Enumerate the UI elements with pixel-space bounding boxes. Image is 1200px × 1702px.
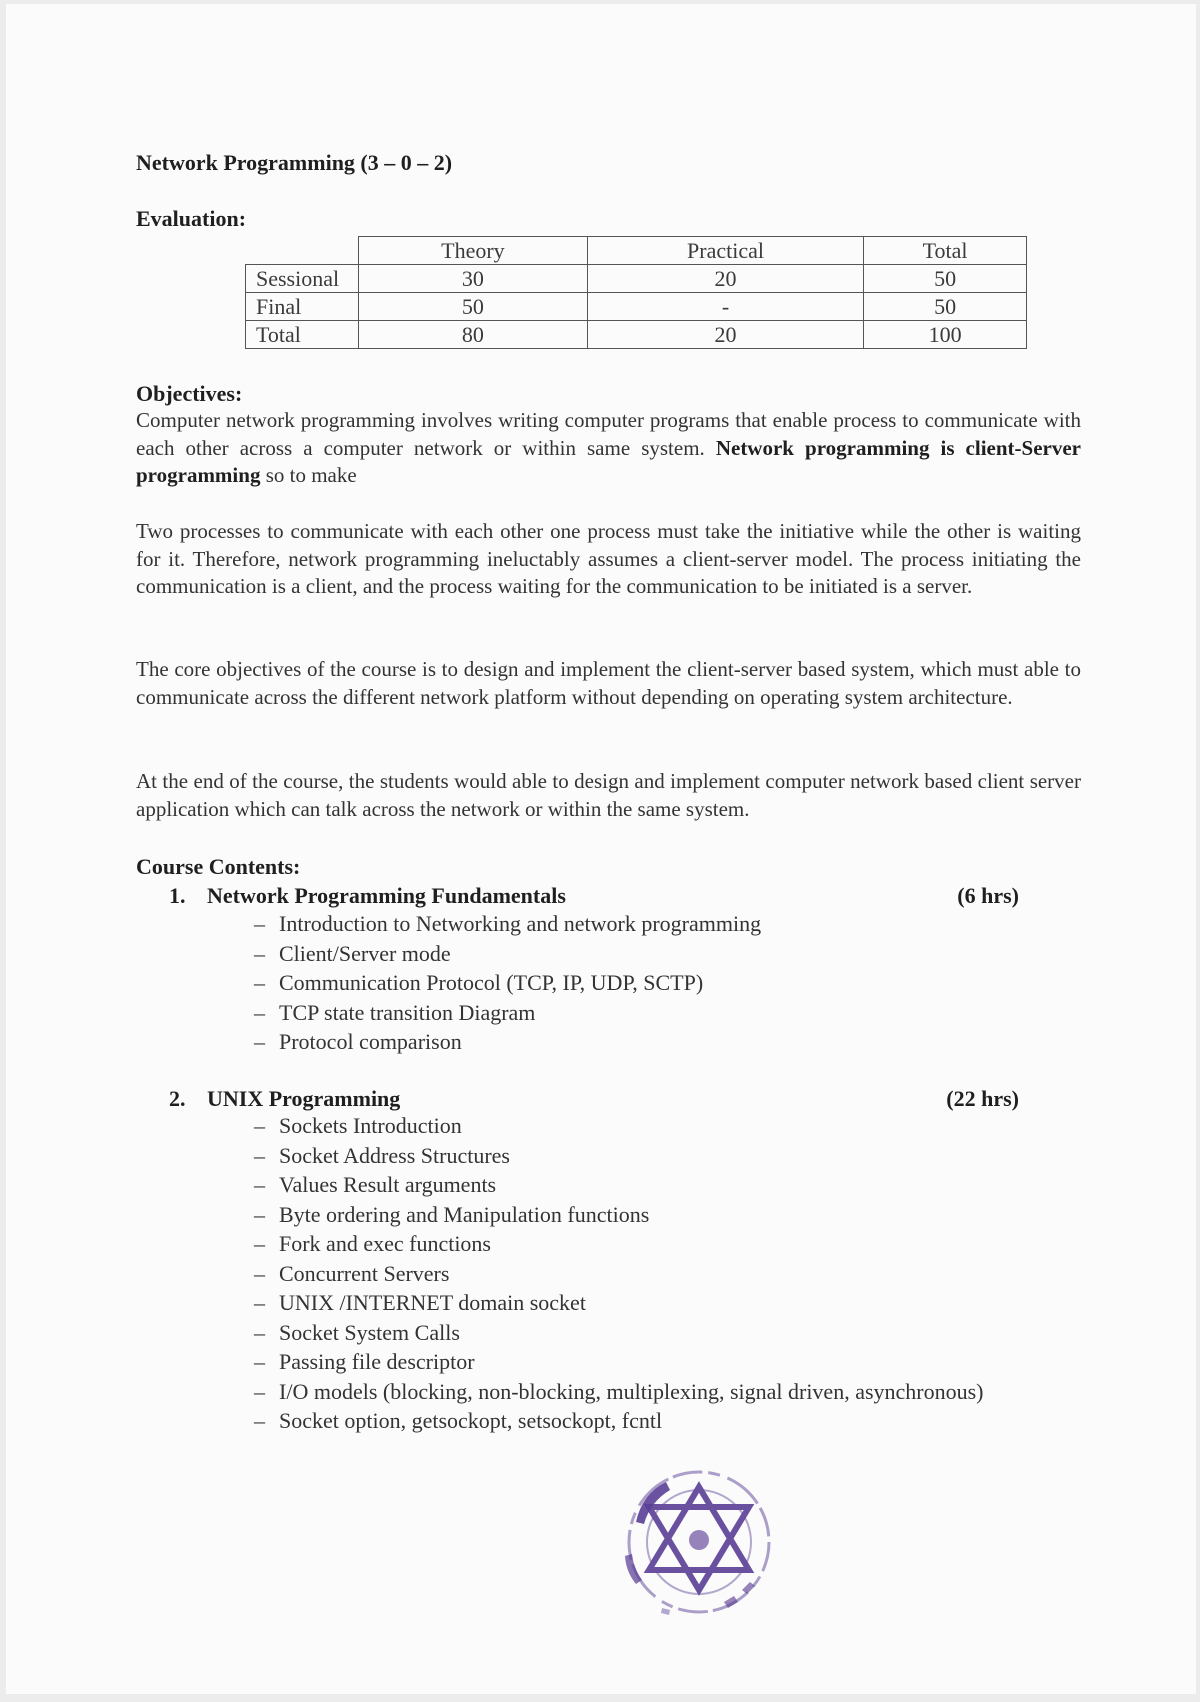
section-hours: (6 hrs) bbox=[957, 883, 1019, 908]
document-page bbox=[6, 4, 1196, 1694]
list-dash: – bbox=[254, 970, 265, 995]
section-title: UNIX Programming bbox=[207, 1086, 401, 1111]
topic-text: Communication Protocol (TCP, IP, UDP, SCTP) bbox=[279, 970, 704, 995]
section-title: Network Programming Fundamentals bbox=[207, 883, 566, 908]
table-row bbox=[246, 265, 1027, 293]
section-number: 1. bbox=[169, 883, 186, 908]
table-cell: 50 bbox=[864, 265, 1027, 293]
objectives-heading: Objectives: bbox=[136, 381, 243, 406]
list-dash: – bbox=[254, 1172, 265, 1197]
list-item bbox=[254, 1347, 984, 1377]
list-item bbox=[254, 1200, 984, 1230]
list-dash: – bbox=[254, 1201, 265, 1227]
table-row bbox=[246, 293, 1027, 321]
paragraph-text: Computer network programming involves writing computer programs that enable process to communicate with each other across a computer network or within same system. bbox=[136, 408, 1081, 460]
objectives-paragraph-1 bbox=[136, 407, 1081, 490]
topic-text: Byte ordering and Manipulation functions bbox=[279, 1201, 650, 1227]
list-dash: – bbox=[254, 1260, 265, 1286]
topic-text: Values Result arguments bbox=[279, 1172, 497, 1197]
topic-text: Introduction to Networking and network programming bbox=[279, 911, 762, 936]
list-item bbox=[254, 1141, 984, 1171]
table-corner-cell bbox=[246, 237, 359, 265]
list-dash: – bbox=[254, 1408, 265, 1433]
table-row-label: Sessional bbox=[246, 265, 359, 293]
table-cell: 50 bbox=[864, 293, 1027, 321]
topic-text: Fork and exec functions bbox=[279, 1231, 491, 1256]
list-dash: – bbox=[254, 1319, 265, 1345]
table-row-label: Final bbox=[246, 293, 359, 321]
list-item bbox=[254, 939, 761, 969]
list-item bbox=[254, 1111, 984, 1141]
list-item bbox=[254, 998, 761, 1028]
topic-text: Socket System Calls bbox=[279, 1319, 460, 1345]
list-dash: – bbox=[254, 1349, 265, 1374]
evaluation-table bbox=[245, 236, 1027, 349]
list-dash: – bbox=[254, 911, 265, 936]
table-cell: 100 bbox=[864, 321, 1027, 349]
university-seal-stamp bbox=[614, 1462, 784, 1632]
topic-text: Protocol comparison bbox=[279, 1029, 462, 1054]
objectives-paragraph-4: At the end of the course, the students would able to design and implement computer network based client server application which can talk across the network or within the same system. bbox=[136, 769, 1081, 821]
objectives-paragraph-3: The core objectives of the course is to design and implement the client-server based system, which must able to communicate across the different network platform without depending on operating system architecture. bbox=[136, 657, 1081, 709]
topic-text: Socket Address Structures bbox=[279, 1142, 510, 1168]
table-row bbox=[246, 321, 1027, 349]
list-item bbox=[254, 1170, 984, 1200]
topic-text: TCP state transition Diagram bbox=[279, 999, 536, 1025]
table-cell: - bbox=[587, 293, 863, 321]
list-dash: – bbox=[254, 1231, 265, 1256]
table-header-cell: Total bbox=[864, 237, 1027, 265]
topic-text: Client/Server mode bbox=[279, 940, 451, 966]
topic-text: Concurrent Servers bbox=[279, 1260, 450, 1286]
list-dash: – bbox=[254, 999, 265, 1025]
list-item bbox=[254, 1027, 761, 1057]
table-cell: 20 bbox=[587, 321, 863, 349]
section-number: 2. bbox=[169, 1086, 186, 1111]
table-cell: 80 bbox=[359, 321, 588, 349]
table-cell: 50 bbox=[359, 293, 588, 321]
list-item bbox=[254, 1229, 984, 1259]
section-heading bbox=[169, 1086, 1019, 1112]
list-item bbox=[254, 909, 761, 939]
list-item bbox=[254, 968, 761, 998]
paragraph-bold-text: Network programming is client-Server programming bbox=[136, 435, 1081, 487]
course-title: Network Programming (3 – 0 – 2) bbox=[136, 150, 453, 175]
section-heading bbox=[169, 883, 1019, 909]
table-cell: 20 bbox=[587, 265, 863, 293]
course-contents-heading: Course Contents: bbox=[136, 854, 301, 879]
topic-list bbox=[254, 909, 761, 1057]
list-item bbox=[254, 1406, 984, 1436]
paragraph-text: so to make bbox=[260, 463, 357, 487]
list-item bbox=[254, 1259, 984, 1289]
topic-text: I/O models (blocking, non-blocking, multiplexing, signal driven, asynchronous) bbox=[279, 1378, 984, 1404]
topic-list bbox=[254, 1111, 984, 1436]
evaluation-heading: Evaluation: bbox=[136, 206, 247, 231]
topic-text: UNIX /INTERNET domain socket bbox=[279, 1290, 586, 1315]
topic-text: Socket option, getsockopt, setsockopt, fcntl bbox=[279, 1408, 663, 1433]
list-dash: – bbox=[254, 1113, 265, 1138]
list-dash: – bbox=[254, 1029, 265, 1054]
table-header-cell: Practical bbox=[587, 237, 863, 265]
list-dash: – bbox=[254, 1378, 265, 1404]
table-row-label: Total bbox=[246, 321, 359, 349]
topic-text: Passing file descriptor bbox=[279, 1349, 475, 1374]
list-item bbox=[254, 1377, 984, 1407]
list-dash: – bbox=[254, 1290, 265, 1315]
table-header-cell: Theory bbox=[359, 237, 588, 265]
list-dash: – bbox=[254, 1142, 265, 1168]
table-cell: 30 bbox=[359, 265, 588, 293]
objectives-paragraph-2: Two processes to communicate with each other one process must take the initiative while the other is waiting for it. Therefore, network programming ineluctably assumes a client-server model. The process initiating the communication is a client, and the process waiting for the communication to be initiated is a server. bbox=[136, 519, 1081, 598]
list-item bbox=[254, 1288, 984, 1318]
topic-text: Sockets Introduction bbox=[279, 1113, 462, 1138]
list-dash: – bbox=[254, 940, 265, 966]
list-item bbox=[254, 1318, 984, 1348]
section-hours: (22 hrs) bbox=[946, 1086, 1019, 1111]
table-header-row bbox=[246, 237, 1027, 265]
